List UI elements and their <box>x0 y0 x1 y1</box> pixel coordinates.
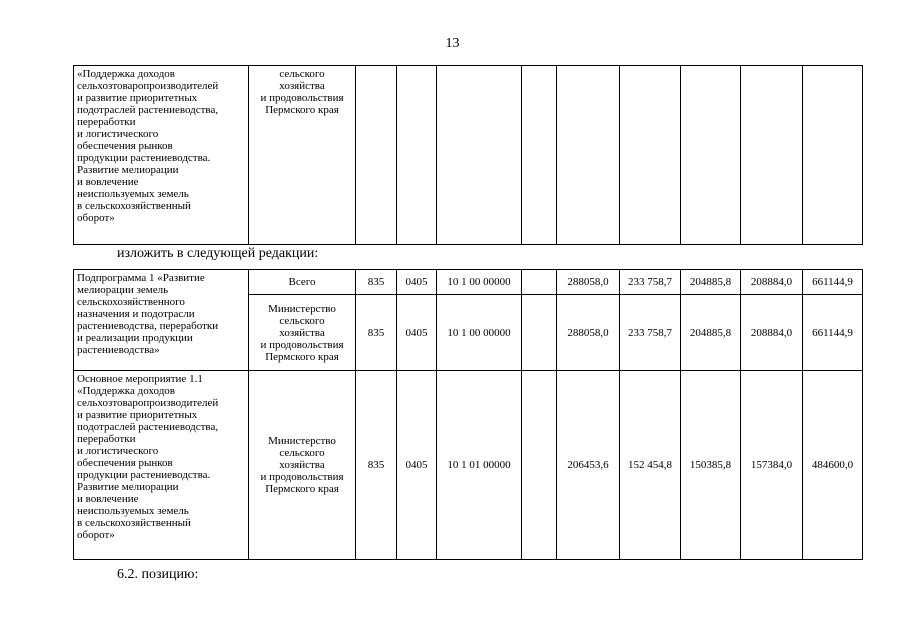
value-cell <box>557 66 620 245</box>
value-cell: 233 758,7 <box>620 270 681 295</box>
value-cell: 288058,0 <box>557 270 620 295</box>
value-cell: 204885,8 <box>681 295 741 371</box>
program-name-cell: «Поддержка доходов сельхозтоваропроизводителей и развитие приоритетных подотраслей растениеводства, переработки и логистического обеспечения рынков продукции растениеводства. Развитие мелиорации и вовлечение неиспользуемых земель в сельскохозяйственный оборот» <box>74 66 249 245</box>
grbs-cell: 835 <box>356 295 397 371</box>
value-cell: 288058,0 <box>557 295 620 371</box>
executor-cell: Министерство сельского хозяйства и продовольствия Пермского края <box>249 295 356 371</box>
vr-cell <box>522 66 557 245</box>
value-cell: 157384,0 <box>741 371 803 560</box>
value-cell <box>620 66 681 245</box>
value-cell: 233 758,7 <box>620 295 681 371</box>
new-edition-table <box>73 269 863 560</box>
amendment-instruction: изложить в следующей редакции: <box>117 246 319 261</box>
csr-cell: 10 1 01 00000 <box>437 371 522 560</box>
rzpr-cell <box>397 66 437 245</box>
value-cell: 204885,8 <box>681 270 741 295</box>
table-row <box>74 270 863 295</box>
vr-cell <box>522 270 557 295</box>
previous-row-table <box>73 65 863 245</box>
grbs-cell: 835 <box>356 371 397 560</box>
value-cell: 661144,9 <box>803 270 863 295</box>
table-row <box>74 371 863 560</box>
grbs-cell: 835 <box>356 270 397 295</box>
executor-cell: сельского хозяйства и продовольствия Пермского края <box>249 66 356 245</box>
value-cell: 152 454,8 <box>620 371 681 560</box>
value-cell: 150385,8 <box>681 371 741 560</box>
value-cell: 484600,0 <box>803 371 863 560</box>
csr-cell: 10 1 00 00000 <box>437 295 522 371</box>
value-cell <box>741 66 803 245</box>
rzpr-cell: 0405 <box>397 371 437 560</box>
page-number: 13 <box>445 36 460 51</box>
value-cell: 206453,6 <box>557 371 620 560</box>
value-cell <box>803 66 863 245</box>
csr-cell <box>437 66 522 245</box>
rzpr-cell: 0405 <box>397 295 437 371</box>
vr-cell <box>522 295 557 371</box>
subprogram-name-cell: Подпрограмма 1 «Развитие мелиорации земель сельскохозяйственного назначения и подотрасли растениеводства, переработки и реализации продукции растениеводства» <box>74 270 249 371</box>
executor-cell: Министерство сельского хозяйства и продовольствия Пермского края <box>249 371 356 560</box>
grbs-cell <box>356 66 397 245</box>
value-cell <box>681 66 741 245</box>
csr-cell: 10 1 00 00000 <box>437 270 522 295</box>
event-name-cell: Основное мероприятие 1.1 «Поддержка доходов сельхозтоваропроизводителей и развитие приоритетных подотраслей растениеводства, переработки и логистического обеспечения рынков продукции растениеводства. Развитие мелиорации и вовлечение неиспользуемых земель в сельскохозяйственный оборот» <box>74 371 249 560</box>
rzpr-cell: 0405 <box>397 270 437 295</box>
vr-cell <box>522 371 557 560</box>
value-cell: 208884,0 <box>741 295 803 371</box>
value-cell: 661144,9 <box>803 295 863 371</box>
value-cell: 208884,0 <box>741 270 803 295</box>
table-row <box>74 66 863 245</box>
executor-cell: Всего <box>249 270 356 295</box>
section-heading: 6.2. позицию: <box>117 567 199 582</box>
